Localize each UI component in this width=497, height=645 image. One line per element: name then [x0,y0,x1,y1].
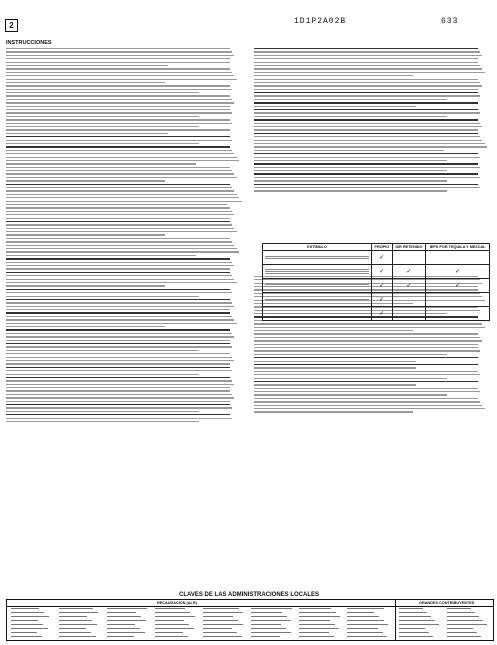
text-paragraph [6,68,244,83]
table-row: ✓ ✓ ✓ [263,265,490,279]
text-paragraph [254,102,492,107]
text-paragraph [254,163,492,171]
text-paragraph [6,404,244,412]
left-column [6,48,244,424]
text-paragraph [254,371,492,379]
text-paragraph [6,414,244,422]
text-paragraph [6,129,244,134]
text-paragraph [6,62,244,67]
text-paragraph [6,258,244,269]
table-header-ieps: IEPS POR TEQUILA Y MEZCAL [426,244,490,251]
table-header-propio: PROPIO [371,244,392,251]
form-code: 1D1P2A02B [294,17,347,26]
text-paragraph [254,173,492,181]
table-header-retenido: ISR RETENIDO [392,244,426,251]
text-paragraph [6,390,244,401]
page-number-box: 2 [5,19,18,32]
text-paragraph [6,238,244,256]
admin-code-column [107,608,151,640]
admin-code-column [59,608,103,640]
admin-code-column [251,608,295,640]
text-paragraph [254,92,492,100]
text-paragraph [6,136,244,144]
admin-codes-grid [6,599,494,641]
text-paragraph [6,343,244,351]
text-paragraph [254,398,492,413]
admin-code-column [203,608,247,640]
text-paragraph [254,153,492,161]
table-header-concept: ESTÍMULO [263,244,372,251]
admin-codes-title: CLAVES DE LAS ADMINISTRACIONES LOCALES [178,592,319,598]
text-paragraph [6,221,244,236]
text-paragraph [6,289,244,297]
text-paragraph [254,364,492,369]
admin-code-column [447,608,491,640]
text-paragraph [6,299,244,310]
text-paragraph [254,133,492,151]
text-paragraph [254,333,492,344]
table-row: ✓ ✓ ✓ [263,279,490,293]
admin-code-column [347,608,391,640]
admin-code-column [399,608,443,640]
text-paragraph [254,79,492,90]
page-id: 633 [441,17,459,26]
instructions-title: INSTRUCCIONES [6,40,52,46]
text-paragraph [254,184,492,192]
text-paragraph [6,377,244,388]
check-mark: ✓ [371,251,392,265]
admin-subtitle-left: RECAUDACIÓN (ALR) [157,601,197,605]
text-paragraph [6,367,244,375]
text-paragraph [254,62,492,77]
text-paragraph [6,146,244,164]
text-paragraph [6,184,244,206]
check-mark: ✓ [371,265,392,279]
text-paragraph [6,48,244,59]
admin-code-column [11,608,55,640]
right-column [254,48,492,415]
text-paragraph [6,85,244,93]
text-paragraph [254,388,492,396]
text-paragraph [6,353,244,364]
text-paragraph [6,312,244,327]
table-row [263,251,490,265]
admin-subtitle-right: GRANDES CONTRIBUYENTES [419,601,475,605]
text-paragraph [6,167,244,182]
text-paragraph [254,347,492,355]
text-paragraph [6,95,244,106]
table-row [263,293,490,307]
admin-header-divider [7,606,493,607]
text-paragraph [254,381,492,386]
check-mark: ✓ [371,293,392,307]
text-paragraph [254,48,492,59]
admin-code-column [299,608,343,640]
table-row: ✓ [263,307,490,321]
text-paragraph [6,272,244,287]
stimulus-table [262,243,490,321]
text-paragraph [6,119,244,127]
text-paragraph [254,119,492,130]
text-paragraph [6,109,244,117]
admin-section-divider [395,600,396,640]
text-paragraph [6,329,244,340]
text-paragraph [254,109,492,117]
text-paragraph [254,357,492,362]
text-paragraph [6,207,244,218]
admin-code-column [155,608,199,640]
